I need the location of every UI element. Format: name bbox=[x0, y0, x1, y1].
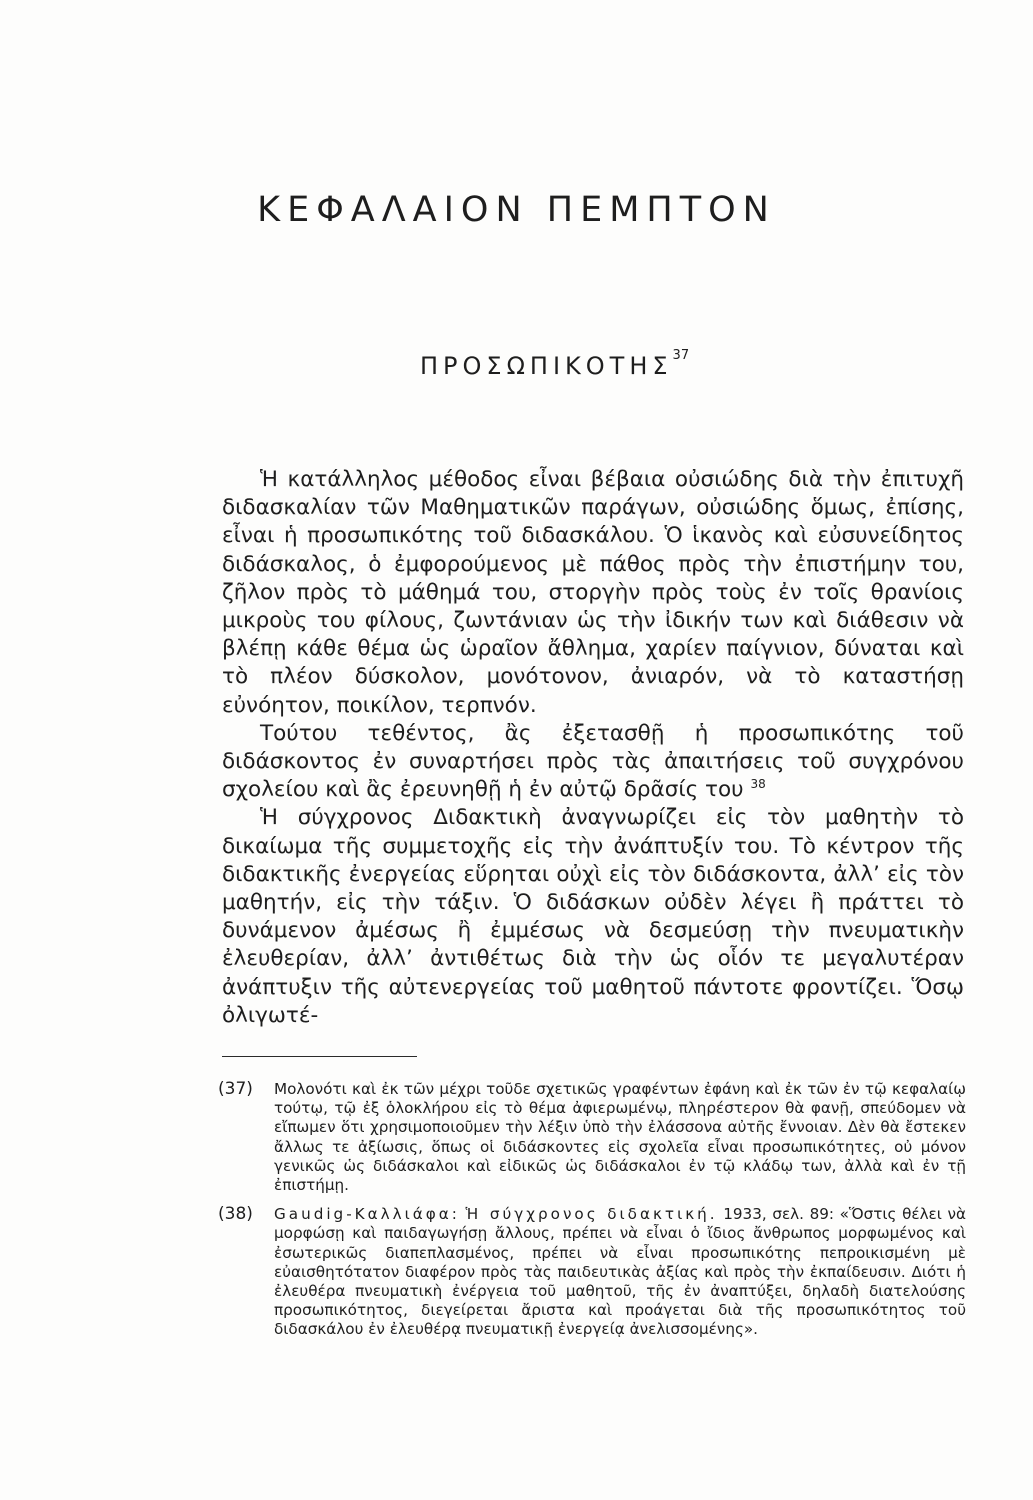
chapter-title: ΚΕΦΑΛΑΙΟΝ ΠΕΜΠΤΟΝ bbox=[257, 190, 776, 230]
paragraph-2 bbox=[222, 720, 964, 805]
body-text bbox=[222, 466, 964, 1030]
footnote-text: Μολονότι καὶ ἐκ τῶν μέχρι τοῦδε σχετικῶς γραφέντων ἐφάνη καὶ ἐκ τῶν ἐν τῷ κεφαλαίῳ τούτῳ, τῷ ἐξ ὁλοκλήρου εἰς τὸ θέμα ἀφιερωμένῳ, πληρέστερον θὰ φανῇ, σπεύδομεν νὰ εἴπωμεν ὅτι χρησιμοποιοῦμεν τὴν λέξιν ὑπὸ τὴν ἐλάσσονα αὐτῆς ἔννοιαν. Δὲν θὰ ἔστεκεν ἄλλως τε ἀξίωσις, ὅπως οἱ διδάσκοντες εἰς σχολεῖα εἶναι προσωπικότητες, οὐ μόνον γενικῶς ὡς διδάσκαλοι καὶ εἰδικῶς ὡς διδάσκαλοι ἐν τῷ κλάδῳ των, ἀλλὰ καὶ ἐν τῇ ἐπιστήμῃ. bbox=[274, 1080, 966, 1195]
footnotes bbox=[218, 1080, 966, 1350]
paragraph-2-note-ref: 38 bbox=[750, 777, 766, 792]
footnote-work: Ἡ σύγχρονος διδακτική. bbox=[465, 1205, 718, 1224]
paragraph-1: Ἡ κατάλληλος μέθοδος εἶναι βέβαια οὐσιώδης διὰ τὴν ἐπιτυχῆ διδασκαλίαν τῶν Μαθηματικῶν παράγων, οὐσιώδης ὅμως, ἐπίσης, εἶναι ἡ προσωπικότης τοῦ διδασκάλου. Ὁ ἱκανὸς καὶ εὐσυνείδητος διδάσκαλος, ὁ ἐμφορούμενος μὲ πάθος πρὸς τὴν ἐπιστήμην του, ζῆλον πρὸς τὸ μάθημά του, στοργὴν πρὸς τοὺς ἐν τοῖς θρανίοις μικροὺς του φίλους, ζωντάνιαν ὡς τὴν ἰδικήν των καὶ διάθεσιν νὰ βλέπῃ κάθε θέμα ὡς ὡραῖον ἄθλημα, χαρίεν παίγνιον, δύναται καὶ τὸ πλέον δύσκολον, μονότονον, ἀνιαρόν, νὰ τὸ καταστήσῃ εὐνόητον, ποικίλον, τερπνόν. bbox=[222, 467, 964, 718]
footnote-37 bbox=[218, 1080, 966, 1195]
footnote-body bbox=[274, 1205, 966, 1339]
footnote-38 bbox=[218, 1205, 966, 1339]
footnote-number: (38) bbox=[218, 1204, 253, 1225]
footnote-text: 1933, σελ. 89: «Ὅστις θέλει νὰ μορφώσῃ καὶ παιδαγωγήσῃ ἄλλους, πρέπει νὰ εἶναι ὁ ἴδιος ἄνθρωπος μορφωμένος καὶ ἐσωτερικῶς διαπεπλασμένος, πρέπει νὰ εἶναι προσωπικότης πεπροικισμένη μὲ εὐαισθητότατον διαφέρον πρὸς τὰς παιδευτικὰς ἀξίας καὶ πρὸς τὴν ἐκπαίδευσιν. Διότι ἡ ἐλευθέρα πνευματικὴ ἐνέργεια τοῦ μαθητοῦ, τῆς ἐν ἀναπτύξει, δηλαδὴ διατελούσης προσωπικότητος, διεγείρεται ἄριστα καὶ προάγεται διὰ τῆς προσωπικότητος τοῦ διδασκάλου ἐν ἐλευθέρᾳ πνευματικῇ ἐνεργείᾳ ἀνελισσομένης». bbox=[274, 1205, 967, 1339]
footnote-number: (37) bbox=[218, 1079, 253, 1099]
paragraph-3: Ἡ σύγχρονος Διδακτικὴ ἀναγνωρίζει εἰς τὸν μαθητὴν τὸ δικαίωμα τῆς συμμετοχῆς εἰς τὴν ἀνάπτυξίν του. Τὸ κέντρον τῆς διδακτικῆς ἐνεργείας εὕρηται οὐχὶ εἰς τὸν διδάσκοντα, ἀλλ’ εἰς τὸν μαθητήν, εἰς τὴν τάξιν. Ὁ διδάσκων οὐδὲν λέγει ἢ πράττει τὸ δυνάμενον ἀμέσως ἢ ἐμμέσως νὰ δεσμεύσῃ τὴν πνευματικὴν ἐλευθερίαν, ἀλλ’ ἀντιθέτως διὰ τὴν ὡς οἷόν τε μεγαλυτέραν ἀνάπτυξιν τῆς αὐτενεργείας τοῦ μαθητοῦ πάντοτε φροντίζει. Ὅσῳ ὀλιγωτέ- bbox=[222, 805, 964, 1028]
footnote-divider bbox=[222, 1056, 417, 1057]
paragraph-2-text: Τούτου τεθέντος, ἂς ἐξετασθῇ ἡ προσωπικότης τοῦ διδάσκοντος ἐν συναρτήσει πρὸς τὰς ἀπαιτήσεις τοῦ συγχρόνου σχολείου καὶ ἂς ἐρευνηθῇ ἡ ἐν αὐτῷ δρᾶσίς του bbox=[222, 720, 964, 803]
section-note-ref: 37 bbox=[672, 348, 690, 363]
footnote-author: Gaudig-Καλλιάφα: bbox=[274, 1205, 460, 1224]
section-title-text: ΠΡΟΣΩΠΙΚΟΤΗΣ bbox=[420, 352, 673, 380]
section-title bbox=[420, 348, 690, 380]
